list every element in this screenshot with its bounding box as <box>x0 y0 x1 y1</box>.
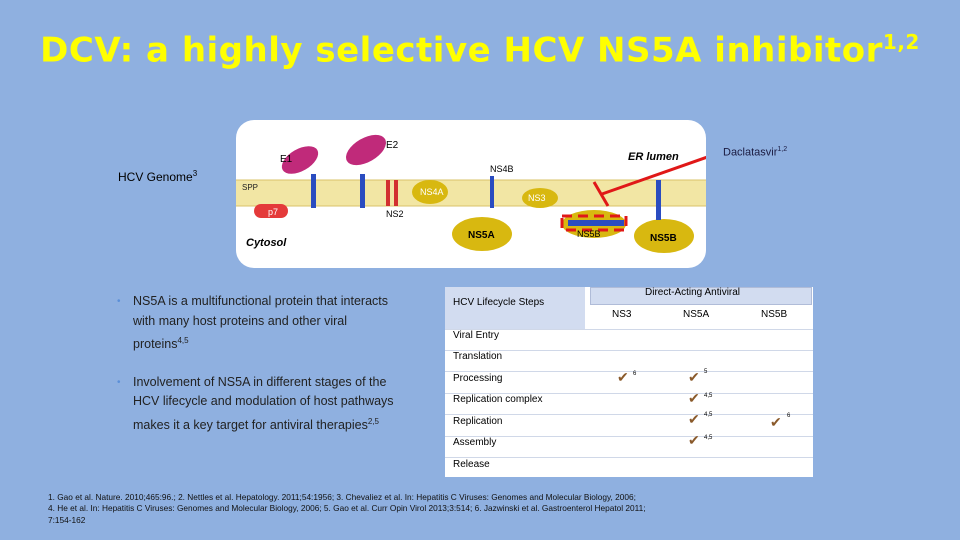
bullet-dot-icon: • <box>117 376 121 388</box>
cytosol-label: Cytosol <box>246 237 287 249</box>
check-icon: ✔ <box>688 411 700 427</box>
row-step-label: Replication <box>453 416 503 427</box>
protein-label-ns2: NS4A <box>420 187 444 197</box>
lifecycle-table <box>445 287 813 477</box>
row-step-label: Replication complex <box>453 394 543 405</box>
check-ref: 6 <box>787 413 791 419</box>
protein-label-c: p7 <box>268 207 279 217</box>
bullet-dot-icon: • <box>117 296 121 307</box>
check-icon: ✔ <box>688 432 700 448</box>
er-membrane <box>236 180 706 206</box>
check-icon: ✔ <box>617 369 629 385</box>
row-step-label: Assembly <box>453 437 497 448</box>
row-step-label: Processing <box>453 373 503 384</box>
check-icon: ✔ <box>688 390 700 406</box>
er-lumen-label: ER lumen <box>628 151 679 163</box>
check-ref: 4,5 <box>704 435 713 441</box>
protein-label-ns4a: NS4B <box>490 164 514 174</box>
bullet-list <box>112 292 397 453</box>
check-icon: ✔ <box>688 369 700 385</box>
row-step-label: Viral Entry <box>453 330 499 341</box>
protein-label-p7: NS2 <box>386 209 404 219</box>
hcv-protein-diagram <box>236 120 706 268</box>
check-ref: 5 <box>704 369 708 375</box>
protein-label-e2: E2 <box>386 140 399 151</box>
check-icon: ✔ <box>770 414 782 430</box>
protein-label-spp: SPP <box>242 183 259 192</box>
membrane-topology-svg <box>236 120 706 268</box>
reference-line: 4. He et al. In: Hepatitis C Viruses: Genomes and Molecular Biology, 2006; 5. Gao et al. Curr Opin Virol 2013;3:514; 6. Jazwinski et al. Gastroenterol Hepatol 2011; <box>48 503 646 514</box>
bullet-item: • Involvement of NS5A in different stages of the HCV lifecycle and modulation of host pathways makes it a key target for antiviral therapies$^{2,5}$ <box>117 374 394 432</box>
steps-header-cell <box>445 287 585 329</box>
references <box>48 492 808 526</box>
col-header-ns5a: NS5A <box>683 309 710 320</box>
protein-label-ns4b: NS3 <box>528 193 546 203</box>
bullet-item: • NS5A is a multifunctional protein that interacts with many host proteins and other viral proteins$^{4,5}$ <box>117 294 388 352</box>
protein-label-e1: E1 <box>280 154 293 165</box>
col-header-ns5b: NS5B <box>761 309 788 320</box>
daa-header: Direct-Acting Antiviral <box>645 287 741 298</box>
row-step-label: Translation <box>453 351 503 362</box>
daclatasvir-label: Daclatasvir$^{1,2}$ <box>723 146 788 159</box>
protein-label-ns5b: NS5B <box>650 233 677 244</box>
steps-header: HCV Lifecycle Steps <box>453 297 545 308</box>
e2-glycoprotein <box>341 129 391 172</box>
check-ref: 4,5 <box>704 412 713 418</box>
protein-label-ns3: NS5A <box>468 230 495 241</box>
hcv-genome-label: HCV Genome$^3$ <box>118 169 198 184</box>
reference-line: 7:154-162 <box>48 514 86 525</box>
check-ref: 4,5 <box>704 393 713 399</box>
row-step-label: Release <box>453 459 490 470</box>
page-title: DCV: a highly selective HCV NS5A inhibitor$^{1,2}$ <box>40 30 920 71</box>
protein-label-ns5a: NS5B <box>577 229 601 239</box>
reference-line: 1. Gao et al. Nature. 2010;465:96.; 2. Nettles et al. Hepatology. 2011;54:1956; 3. Chevaliez et al. In: Hepatitis C Viruses: Genomes and Molecular Biology, 2006; <box>48 492 636 502</box>
col-header-ns3: NS3 <box>612 309 632 320</box>
check-ref: 6 <box>633 371 637 377</box>
